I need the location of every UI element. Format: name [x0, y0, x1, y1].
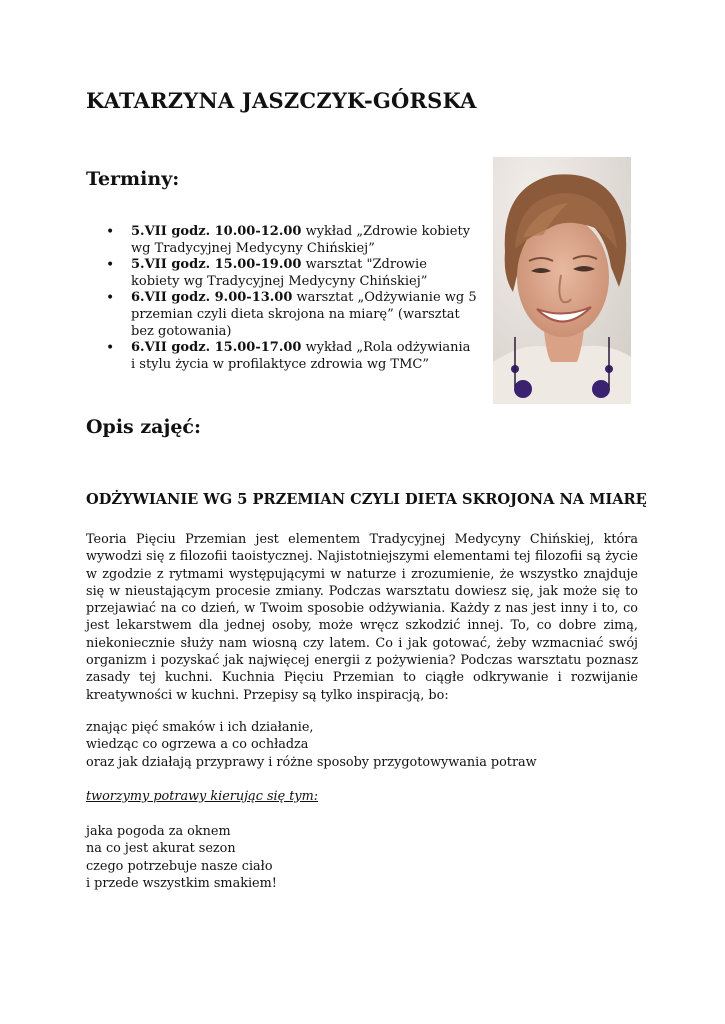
text-line: wiedząc co ogrzewa a co ochładza — [86, 737, 309, 753]
text-line: i przede wszystkim smakiem! — [86, 875, 277, 891]
text-line: czego potrzebuje nasze ciało — [86, 858, 273, 874]
text-line: oraz jak działają przyprawy i różne sposoby przygotowywania potraw — [86, 754, 537, 770]
knowing-lines — [86, 719, 537, 771]
terms-list — [86, 224, 478, 373]
term-item — [86, 340, 478, 373]
term-text: wykład „Rola odżywiania i stylu życia w profilaktyce zdrowia wg TMC” — [131, 340, 471, 372]
term-text: warsztat "Zdrowie kobiety wg Tradycyjnej Medycyny Chińskiej” — [131, 257, 428, 289]
bullet-icon: • — [106, 290, 115, 307]
bullet-icon: • — [106, 224, 115, 240]
section-heading: ODŻYWIANIE WG 5 PRZEMIAN CZYLI DIETA SKROJONA NA MIARĘ — [86, 491, 647, 508]
term-text: warsztat „Odżywianie wg 5 przemian czyli dieta skrojona na miarę” (warsztat bez gotowania) — [131, 290, 477, 339]
portrait-photo — [493, 157, 631, 404]
term-date: 6.VII godz. 9.00-13.00 — [131, 290, 293, 306]
text-line: znając pięć smaków i ich działanie, — [86, 720, 314, 735]
text-line: jaka pogoda za oknem — [86, 824, 231, 839]
body-paragraph: Teoria Pięciu Przemian jest elementem Tradycyjnej Medycyny Chińskiej, która wywodzi się z filozofii taoistycznej. Najistotniejszymi elementami tej filozofii są życie w zgodzie z rytmami występującymi w naturze i zrozumienie, że wszystko znajduje się w nieustającym procesie zmiany. Podczas warsztatu dowiesz się, jak może się to przejawiać na co dzień, w Twoim sposobie odżywiania. Każdy z nas jest inny i to, co jest lekarstwem dla jednej osoby, może wręcz szkodzić innej. To, co dobre zimą, niekoniecznie służy nam wiosną czy latem. Co i jak gotować, żeby wzmacniać swój organizm i pozyskać jak najwięcej energii z pożywienia? Podczas warsztatu poznasz zasady tej kuchni. Kuchnia Pięciu Przemian to ciągłe odkrywanie i rozwijanie kreatywności w kuchni. Przepisy są tylko inspiracją, bo: — [86, 532, 638, 703]
bullet-icon: • — [106, 257, 115, 274]
term-item — [86, 257, 478, 290]
term-date: 5.VII godz. 10.00-12.00 — [131, 224, 302, 239]
terms-heading: Terminy: — [86, 168, 180, 190]
term-item — [86, 224, 478, 257]
term-item — [86, 290, 478, 340]
term-text: wykład „Zdrowie kobiety wg Tradycyjnej Medycyny Chińskiej” — [131, 224, 471, 256]
page-title: KATARZYNA JASZCZYK-GÓRSKA — [86, 88, 477, 113]
term-date: 5.VII godz. 15.00-19.00 — [131, 257, 302, 273]
term-date: 6.VII godz. 15.00-17.00 — [131, 340, 302, 356]
portrait-illustration — [493, 157, 631, 404]
text-line: na co jest akurat sezon — [86, 841, 236, 857]
closing-lines — [86, 823, 277, 892]
description-heading: Opis zajęć: — [86, 416, 202, 438]
bullet-icon: • — [106, 340, 115, 357]
italic-line: tworzymy potrawy kierując się tym: — [86, 789, 319, 804]
